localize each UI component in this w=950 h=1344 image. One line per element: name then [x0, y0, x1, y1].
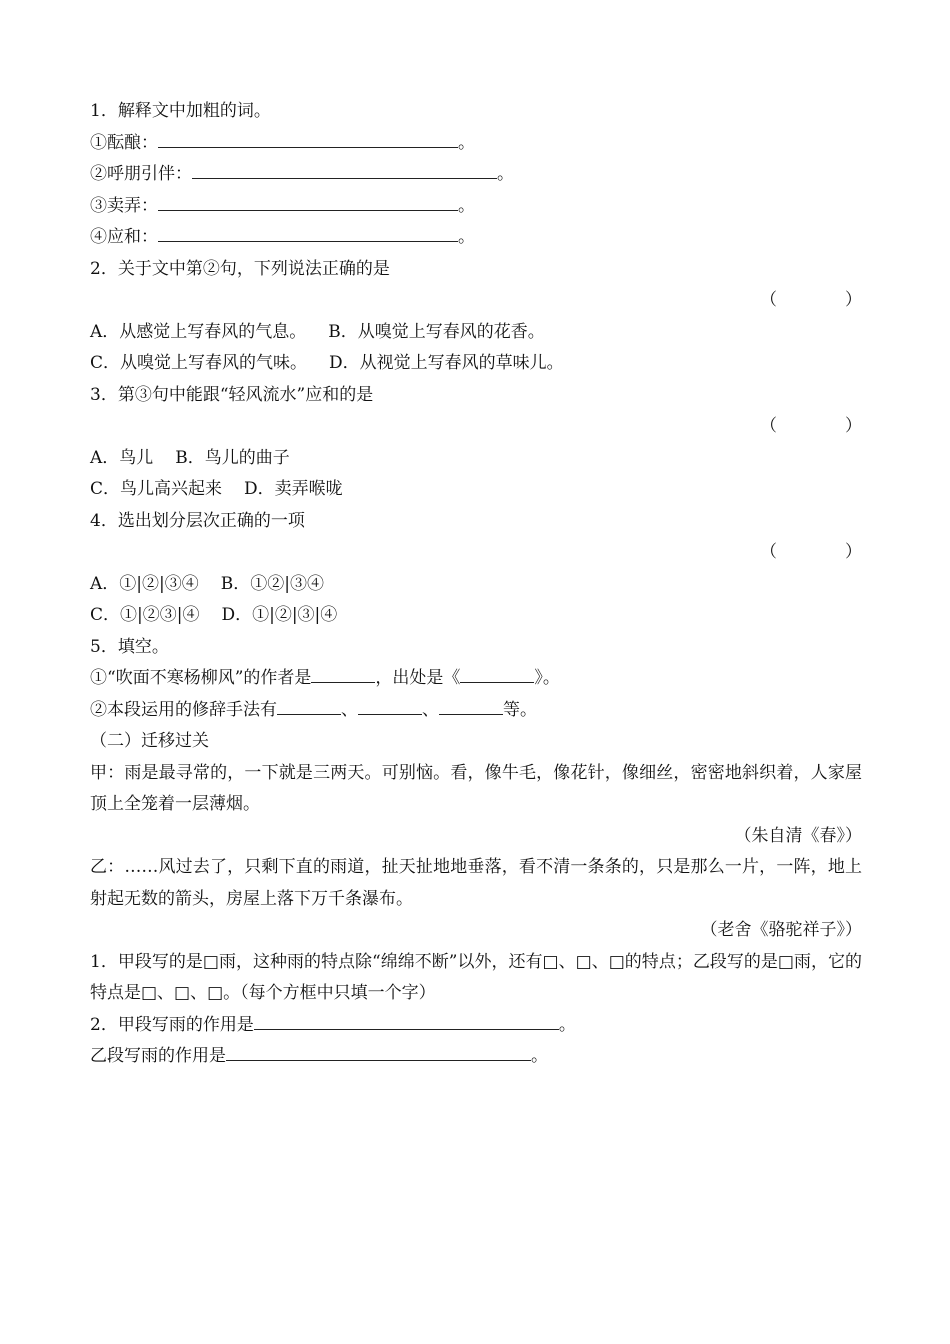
passage-yi: 乙：……风过去了，只剩下直的雨道，扯天扯地地垂落，看不清一条条的，只是那么一片，一阵，地上射起无数的箭头，房屋上落下万千条瀑布。 [90, 857, 862, 909]
option-d[interactable]: D．①|②|③|④ [221, 605, 338, 625]
option-c[interactable]: C．鸟儿高兴起来 [90, 479, 223, 499]
transfer-q2-yi: 乙段写雨的作用是 。 [90, 1041, 862, 1073]
answer-blank[interactable] [158, 191, 458, 211]
option-c[interactable]: C．从嗅觉上写春风的气味。 [90, 353, 308, 373]
q1-item-1: ①酝酿： 。 [90, 128, 862, 160]
source-blank[interactable] [460, 663, 534, 683]
q4-answer-bracket[interactable]: （ ） [760, 542, 862, 562]
answer-blank[interactable] [254, 1010, 559, 1030]
q1-title: 1．解释文中加粗的词。 [90, 101, 271, 121]
option-c[interactable]: C．①|②③|④ [90, 605, 200, 625]
q2-answer-bracket[interactable]: （ ） [760, 290, 862, 310]
option-b[interactable]: B．鸟儿的曲子 [175, 447, 290, 468]
section-heading: （二）迁移过关 [90, 731, 209, 751]
q1-item-2: ②呼朋引伴： 。 [90, 159, 862, 191]
q2-title: 2．关于文中第②句，下列说法正确的是 [90, 258, 390, 279]
q4-options-row-1 [90, 569, 862, 601]
option-b[interactable]: B．①②|③④ [220, 573, 324, 594]
option-d[interactable]: D．从视觉上写春风的草味儿。 [329, 353, 564, 373]
q3-title: 3．第③句中能跟“轻风流水”应和的是 [90, 384, 374, 405]
q5-line-2: ②本段运用的修辞手法有 、 、 等。 [90, 695, 862, 727]
q5-line-1: ①“吹面不寒杨柳风”的作者是 ，出处是《 》。 [90, 663, 862, 695]
option-a[interactable]: A．①|②|③④ [90, 573, 199, 594]
answer-blank[interactable] [158, 128, 458, 148]
answer-blank[interactable] [226, 1041, 531, 1061]
option-b[interactable]: B．从嗅觉上写春风的花香。 [328, 321, 545, 342]
rhetoric-blank-1[interactable] [277, 695, 341, 715]
q1-item-3: ③卖弄： 。 [90, 191, 862, 223]
q4-options-row-2 [90, 600, 862, 632]
q2-options-row-2 [90, 348, 862, 380]
q3-options-row-2 [90, 474, 862, 506]
answer-blank[interactable] [158, 222, 458, 242]
answer-blank[interactable] [192, 159, 497, 179]
transfer-q2-jia: 2．甲段写雨的作用是 。 [90, 1010, 862, 1042]
transfer-q1: 1．甲段写的是□雨，这种雨的特点除“绵绵不断”以外，还有□、□、□的特点；乙段写的是□雨，它的特点是□、□、□。（每个方框中只填一个字） [90, 951, 862, 1003]
q4-title: 4．选出划分层次正确的一项 [90, 510, 305, 531]
passage-jia: 甲：雨是最寻常的，一下就是三两天。可别恼。看，像牛毛，像花针，像细丝，密密地斜织着，人家屋顶上全笼着一层薄烟。 [90, 762, 862, 814]
q2-options-row-1 [90, 317, 862, 349]
worksheet [90, 96, 862, 1073]
option-a[interactable]: A．鸟儿 [90, 447, 154, 468]
rhetoric-blank-3[interactable] [439, 695, 503, 715]
option-a[interactable]: A．从感觉上写春风的气息。 [90, 321, 307, 342]
q3-answer-bracket[interactable]: （ ） [760, 416, 862, 436]
option-d[interactable]: D．卖弄喉咙 [244, 479, 343, 499]
passage-yi-source: （老舍《骆驼祥子》） [700, 920, 862, 940]
rhetoric-blank-2[interactable] [358, 695, 422, 715]
q5-title: 5．填空。 [90, 636, 169, 657]
passage-jia-source: （朱自清《春》） [734, 825, 862, 846]
q1-item-4: ④应和： 。 [90, 222, 862, 254]
q3-options-row-1 [90, 443, 862, 475]
author-blank[interactable] [311, 663, 375, 683]
